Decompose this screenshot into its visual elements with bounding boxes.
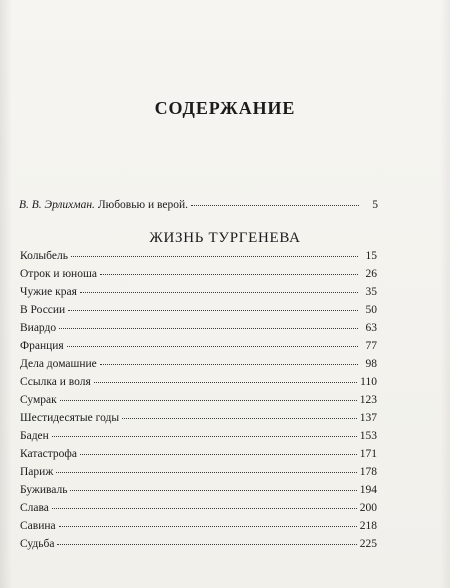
entry-label: Виардо bbox=[20, 322, 57, 334]
entry-page-number: 35 bbox=[365, 286, 377, 298]
contents-entry bbox=[20, 429, 377, 443]
entry-label: Колыбель bbox=[20, 250, 68, 262]
dot-leader bbox=[59, 328, 358, 329]
dot-leader bbox=[67, 346, 358, 347]
contents-entry bbox=[20, 519, 377, 533]
entry-label: В России bbox=[20, 304, 66, 316]
intro-entry bbox=[19, 198, 378, 212]
entry-label: Отрок и юноша bbox=[20, 268, 97, 280]
dot-leader bbox=[52, 436, 357, 437]
contents-entry bbox=[20, 339, 377, 353]
intro-author: В. В. Эрлихман. bbox=[19, 199, 95, 211]
contents-entry bbox=[20, 483, 377, 497]
contents-entry bbox=[20, 267, 377, 281]
intro-page-number: 5 bbox=[372, 199, 378, 211]
entry-label: Слава bbox=[20, 502, 49, 514]
contents-entry bbox=[20, 375, 377, 389]
dot-leader bbox=[100, 364, 358, 365]
entry-page-number: 15 bbox=[365, 250, 377, 262]
contents-entry bbox=[20, 321, 377, 335]
entry-page-number: 194 bbox=[359, 484, 377, 496]
entry-label: Париж bbox=[20, 466, 54, 478]
contents-entry bbox=[20, 537, 377, 551]
contents-entry bbox=[20, 357, 377, 371]
entry-label: Буживаль bbox=[20, 484, 68, 496]
entry-label: Баден bbox=[20, 430, 49, 442]
contents-entry bbox=[20, 285, 377, 299]
intro-title: Любовью и верой. bbox=[94, 199, 188, 211]
contents-entry bbox=[20, 501, 377, 515]
entry-page-number: 153 bbox=[359, 430, 377, 442]
dot-leader bbox=[56, 472, 356, 473]
dot-leader bbox=[70, 490, 356, 491]
entry-label: Ссылка и воля bbox=[20, 376, 91, 388]
dot-leader bbox=[191, 205, 359, 206]
dot-leader bbox=[80, 292, 358, 293]
dot-leader bbox=[52, 508, 357, 509]
contents-entry bbox=[20, 447, 377, 461]
entry-page-number: 63 bbox=[365, 322, 377, 334]
section-title: ЖИЗНЬ ТУРГЕНЕВА bbox=[149, 230, 301, 246]
entry-page-number: 123 bbox=[359, 394, 377, 406]
entry-label: Сумрак bbox=[20, 394, 57, 406]
dot-leader bbox=[57, 544, 356, 545]
entry-label: Шестидесятые годы bbox=[20, 412, 120, 424]
entry-page-number: 50 bbox=[365, 304, 377, 316]
contents-entry bbox=[20, 393, 377, 407]
dot-leader bbox=[100, 274, 358, 275]
entry-page-number: 77 bbox=[365, 340, 377, 352]
dot-leader bbox=[80, 454, 357, 455]
entry-page-number: 137 bbox=[359, 412, 377, 424]
entry-page-number: 26 bbox=[365, 268, 377, 280]
entry-label: Савина bbox=[20, 520, 56, 532]
contents-entry bbox=[20, 465, 377, 479]
contents-entry bbox=[20, 249, 377, 263]
entry-label: Франция bbox=[20, 340, 64, 352]
entry-page-number: 171 bbox=[359, 448, 377, 460]
entry-page-number: 218 bbox=[359, 520, 377, 532]
entry-label: Судьба bbox=[20, 538, 55, 550]
contents-entry bbox=[20, 303, 377, 317]
contents-entry bbox=[20, 411, 377, 425]
entry-page-number: 98 bbox=[365, 358, 377, 370]
entry-page-number: 225 bbox=[359, 538, 377, 550]
dot-leader bbox=[71, 256, 358, 257]
dot-leader bbox=[59, 526, 357, 527]
dot-leader bbox=[60, 400, 357, 401]
entry-label: Чужие края bbox=[20, 286, 77, 298]
dot-leader bbox=[68, 310, 358, 311]
intro-label bbox=[19, 198, 188, 212]
dot-leader bbox=[122, 418, 357, 419]
entry-page-number: 200 bbox=[359, 502, 377, 514]
entry-label: Катастрофа bbox=[20, 448, 77, 460]
entry-page-number: 110 bbox=[360, 376, 377, 388]
entry-label: Дела домашние bbox=[20, 358, 97, 370]
dot-leader bbox=[94, 382, 357, 383]
entry-page-number: 178 bbox=[359, 466, 377, 478]
page-title: СОДЕРЖАНИЕ bbox=[154, 98, 296, 118]
